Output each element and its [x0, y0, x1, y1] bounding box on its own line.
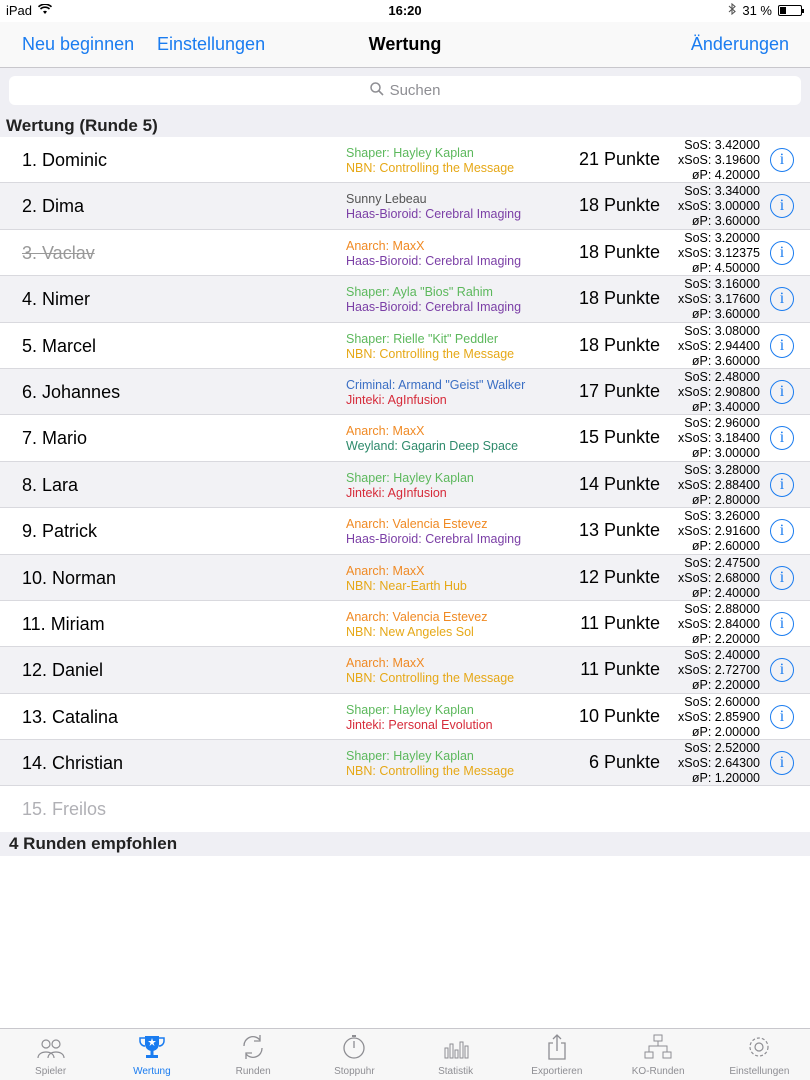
runner-deck: Anarch: MaxX [346, 424, 425, 439]
player-points: 14 Punkte [578, 473, 660, 494]
table-row[interactable] [0, 183, 810, 229]
info-icon[interactable]: i [770, 148, 794, 172]
xsos-value: xSoS: 2.91600 [677, 524, 760, 539]
search-icon [370, 82, 384, 100]
player-decks [346, 146, 514, 176]
corp-deck: NBN: Controlling the Message [346, 346, 515, 361]
player-points: 12 Punkte [578, 566, 660, 587]
table-row[interactable] [0, 137, 810, 183]
corp-deck: Haas-Bioroid: Cerebral Imaging [346, 300, 522, 315]
recommended-rounds: 4 Runden empfohlen [9, 834, 178, 854]
xsos-value: xSoS: 2.90800 [677, 384, 760, 399]
corp-deck: Haas-Bioroid: Cerebral Imaging [346, 532, 522, 547]
player-name: 9. Patrick [22, 521, 98, 542]
info-icon[interactable]: i [770, 194, 794, 218]
xsos-value: xSoS: 3.18400 [677, 431, 760, 446]
tab-label: Wertung [133, 1066, 171, 1077]
sos-value: SoS: 3.08000 [684, 323, 760, 338]
tab-label: KO-Runden [631, 1066, 685, 1077]
player-name: 1. Dominic [22, 150, 108, 170]
sos-value: SoS: 2.60000 [684, 694, 760, 709]
runner-deck: Shaper: Ayla "Bios" Rahim [346, 285, 493, 300]
runner-deck: Sunny Lebeau [346, 192, 427, 207]
trophy-icon [137, 1034, 167, 1066]
gear-icon [744, 1034, 774, 1066]
section-header-recommendation [0, 832, 810, 856]
player-decks [346, 517, 521, 547]
tab-einstellungen[interactable] [709, 1029, 810, 1080]
average-points-value: øP: 3.60000 [691, 353, 760, 368]
player-name: 13. Catalina [22, 706, 119, 727]
table-row[interactable] [0, 694, 810, 740]
player-name: 8. Lara [22, 474, 79, 495]
player-name: 10. Norman [22, 567, 117, 588]
player-points: 18 Punkte [578, 288, 660, 309]
player-decks [346, 564, 467, 594]
tiebreak-scores [678, 509, 760, 554]
corp-deck: Haas-Bioroid: Cerebral Imaging [346, 253, 522, 268]
tiebreak-scores [678, 277, 760, 322]
sos-value: SoS: 3.20000 [684, 230, 760, 245]
tiebreak-scores [678, 648, 760, 693]
table-row[interactable] [0, 508, 810, 554]
xsos-value: xSoS: 3.17600 [677, 292, 760, 307]
stopwatch-icon [339, 1034, 369, 1066]
player-decks [346, 285, 521, 315]
corp-deck: NBN: Controlling the Message [346, 764, 515, 779]
sos-value: SoS: 2.88000 [684, 601, 760, 616]
table-row[interactable] [0, 323, 810, 369]
player-name: 6. Johannes [22, 381, 121, 402]
corp-deck: NBN: New Angeles Sol [346, 624, 474, 639]
tiebreak-scores [678, 741, 760, 786]
tiebreak-scores [678, 602, 760, 647]
xsos-value: xSoS: 3.00000 [677, 199, 760, 214]
tab-label: Statistik [438, 1066, 474, 1077]
info-icon[interactable]: i [770, 612, 794, 636]
table-row[interactable] [0, 415, 810, 461]
tiebreak-scores [678, 324, 760, 369]
settings-button[interactable]: Einstellungen [157, 34, 266, 54]
player-points: 10 Punkte [578, 705, 660, 726]
info-icon[interactable]: i [770, 519, 794, 543]
status-bar [0, 0, 810, 22]
xsos-value: xSoS: 2.85900 [677, 709, 760, 724]
runner-deck: Shaper: Rielle "Kit" Peddler [346, 331, 499, 346]
table-row[interactable] [0, 276, 810, 322]
info-icon[interactable]: i [770, 334, 794, 358]
table-row[interactable] [0, 230, 810, 276]
refresh-icon [238, 1034, 268, 1066]
average-points-value: øP: 1.20000 [691, 771, 760, 786]
player-decks [346, 749, 514, 779]
battery-percent: 31 % [742, 3, 772, 18]
corp-deck: Weyland: Gagarin Deep Space [346, 439, 519, 454]
player-points: 21 Punkte [578, 149, 660, 169]
player-name: 12. Daniel [22, 660, 104, 681]
runner-deck: Anarch: MaxX [346, 563, 425, 578]
tab-label: Spieler [35, 1066, 67, 1077]
search-input[interactable] [9, 76, 801, 105]
share-icon [542, 1034, 572, 1066]
bye-label: 15. Freilos [22, 799, 107, 820]
table-row[interactable] [0, 462, 810, 508]
info-icon[interactable]: i [770, 287, 794, 311]
average-points-value: øP: 3.60000 [691, 307, 760, 322]
xsos-value: xSoS: 3.12375 [677, 245, 760, 260]
standings-list [0, 137, 810, 856]
player-decks [346, 239, 521, 269]
table-row[interactable] [0, 601, 810, 647]
tab-statistik[interactable] [405, 1029, 506, 1080]
average-points-value: øP: 3.60000 [691, 214, 760, 229]
tab-exportieren[interactable] [506, 1029, 607, 1080]
player-name: 14. Christian [22, 753, 124, 774]
sos-value: SoS: 2.48000 [684, 369, 760, 384]
average-points-value: øP: 4.20000 [691, 168, 760, 182]
page-title: Wertung [368, 34, 442, 54]
tiebreak-scores [678, 231, 760, 276]
players-icon [36, 1036, 66, 1066]
runner-deck: Shaper: Hayley Kaplan [346, 470, 474, 485]
tiebreak-scores [678, 463, 760, 508]
tab-runden[interactable] [203, 1029, 304, 1080]
table-row[interactable] [0, 647, 810, 693]
player-points: 6 Punkte [588, 752, 660, 773]
average-points-value: øP: 2.40000 [691, 585, 760, 600]
player-decks [346, 656, 514, 686]
player-name: 3. Vaclav [22, 242, 95, 263]
info-icon[interactable]: i [770, 751, 794, 775]
restart-button[interactable]: Neu beginnen [22, 34, 135, 54]
player-points: 18 Punkte [578, 334, 660, 355]
player-name: 5. Marcel [22, 335, 97, 356]
info-icon[interactable]: i [770, 658, 794, 682]
tab-label: Stoppuhr [334, 1066, 375, 1077]
player-points: 18 Punkte [578, 195, 660, 216]
sos-value: SoS: 3.42000 [684, 138, 760, 152]
tab-bar [0, 1028, 810, 1080]
xsos-value: xSoS: 2.68000 [677, 570, 760, 585]
tab-label: Runden [235, 1066, 271, 1077]
corp-deck: NBN: Controlling the Message [346, 671, 515, 686]
xsos-value: xSoS: 2.64300 [677, 756, 760, 771]
tab-stoppuhr[interactable] [304, 1029, 405, 1080]
sos-value: SoS: 2.96000 [684, 416, 760, 431]
player-decks [346, 424, 518, 454]
player-name: 7. Mario [22, 428, 88, 449]
player-points: 13 Punkte [578, 520, 660, 541]
tiebreak-scores [678, 370, 760, 415]
sos-value: SoS: 3.16000 [684, 277, 760, 292]
device-label: iPad [6, 3, 33, 18]
bar-chart-icon [441, 1034, 471, 1066]
bluetooth-icon [728, 3, 736, 18]
average-points-value: øP: 2.00000 [691, 724, 760, 739]
player-points: 18 Punkte [578, 241, 660, 262]
corp-deck: Haas-Bioroid: Cerebral Imaging [346, 207, 522, 222]
changes-button[interactable]: Änderungen [690, 34, 789, 54]
tab-label: Einstellungen [729, 1066, 790, 1077]
runner-deck: Anarch: MaxX [346, 656, 425, 671]
corp-deck: Jinteki: AgInfusion [346, 392, 447, 407]
runner-deck: Shaper: Hayley Kaplan [346, 702, 474, 717]
sos-value: SoS: 2.40000 [684, 648, 760, 663]
tab-spieler[interactable] [0, 1029, 101, 1080]
runner-deck: Criminal: Armand "Geist" Walker [346, 377, 526, 392]
sos-value: SoS: 3.26000 [684, 509, 760, 524]
average-points-value: øP: 3.40000 [691, 399, 760, 414]
xsos-value: xSoS: 2.72700 [677, 663, 760, 678]
average-points-value: øP: 2.80000 [691, 492, 760, 507]
info-icon[interactable]: i [770, 241, 794, 265]
corp-deck: Jinteki: AgInfusion [346, 485, 447, 500]
player-points: 17 Punkte [578, 380, 660, 401]
sos-value: SoS: 3.34000 [684, 184, 760, 199]
section-header-standings [0, 114, 810, 138]
tiebreak-scores [678, 416, 760, 461]
player-decks [346, 332, 514, 362]
runner-deck: Anarch: Valencia Estevez [346, 609, 488, 624]
average-points-value: øP: 2.20000 [691, 678, 760, 693]
runner-deck: Shaper: Hayley Kaplan [346, 146, 474, 160]
info-icon[interactable]: i [770, 380, 794, 404]
player-decks [346, 378, 525, 408]
corp-deck: NBN: Near-Earth Hub [346, 578, 467, 593]
sos-value: SoS: 2.52000 [684, 741, 760, 756]
tab-wertung[interactable] [101, 1029, 202, 1080]
tiebreak-scores [678, 695, 760, 740]
clock: 16:20 [388, 3, 422, 18]
info-icon[interactable]: i [770, 566, 794, 590]
runner-deck: Shaper: Hayley Kaplan [346, 749, 474, 764]
average-points-value: øP: 4.50000 [691, 260, 760, 275]
sos-value: SoS: 2.47500 [684, 555, 760, 570]
tiebreak-scores [678, 184, 760, 229]
average-points-value: øP: 2.20000 [691, 631, 760, 646]
bye-row [0, 786, 810, 832]
sos-value: SoS: 3.28000 [684, 462, 760, 477]
player-name: 2. Dima [22, 196, 85, 217]
table-row[interactable] [0, 555, 810, 601]
navigation-bar [0, 22, 810, 68]
bracket-icon [643, 1034, 673, 1066]
player-points: 15 Punkte [578, 427, 660, 448]
info-icon[interactable]: i [770, 473, 794, 497]
table-row[interactable] [0, 369, 810, 415]
xsos-value: xSoS: 2.88400 [677, 477, 760, 492]
section-title: Wertung (Runde 5) [6, 116, 158, 135]
player-points: 11 Punkte [580, 612, 660, 633]
player-decks [346, 471, 474, 501]
tab-ko-runden[interactable] [608, 1029, 709, 1080]
search-placeholder: Suchen [389, 82, 441, 99]
battery-fill [780, 7, 786, 14]
player-points: 11 Punkte [580, 659, 660, 680]
player-decks [346, 192, 521, 222]
tab-label: Exportieren [531, 1066, 583, 1077]
xsos-value: xSoS: 2.94400 [677, 338, 760, 353]
player-name: 4. Nimer [22, 289, 91, 310]
table-row[interactable] [0, 740, 810, 786]
search-bar [0, 68, 810, 114]
average-points-value: øP: 3.00000 [691, 446, 760, 461]
player-decks [346, 610, 488, 640]
runner-deck: Anarch: MaxX [346, 238, 425, 253]
battery-icon [778, 5, 802, 16]
player-decks [346, 703, 493, 733]
info-icon[interactable]: i [770, 705, 794, 729]
runner-deck: Anarch: Valencia Estevez [346, 517, 488, 532]
tiebreak-scores [678, 138, 760, 183]
average-points-value: øP: 2.60000 [691, 539, 760, 554]
corp-deck: Jinteki: Personal Evolution [346, 717, 493, 732]
player-name: 11. Miriam [22, 613, 105, 634]
xsos-value: xSoS: 3.19600 [677, 153, 760, 167]
tiebreak-scores [678, 556, 760, 601]
info-icon[interactable]: i [770, 426, 794, 450]
corp-deck: NBN: Controlling the Message [346, 161, 515, 175]
xsos-value: xSoS: 2.84000 [677, 616, 760, 631]
